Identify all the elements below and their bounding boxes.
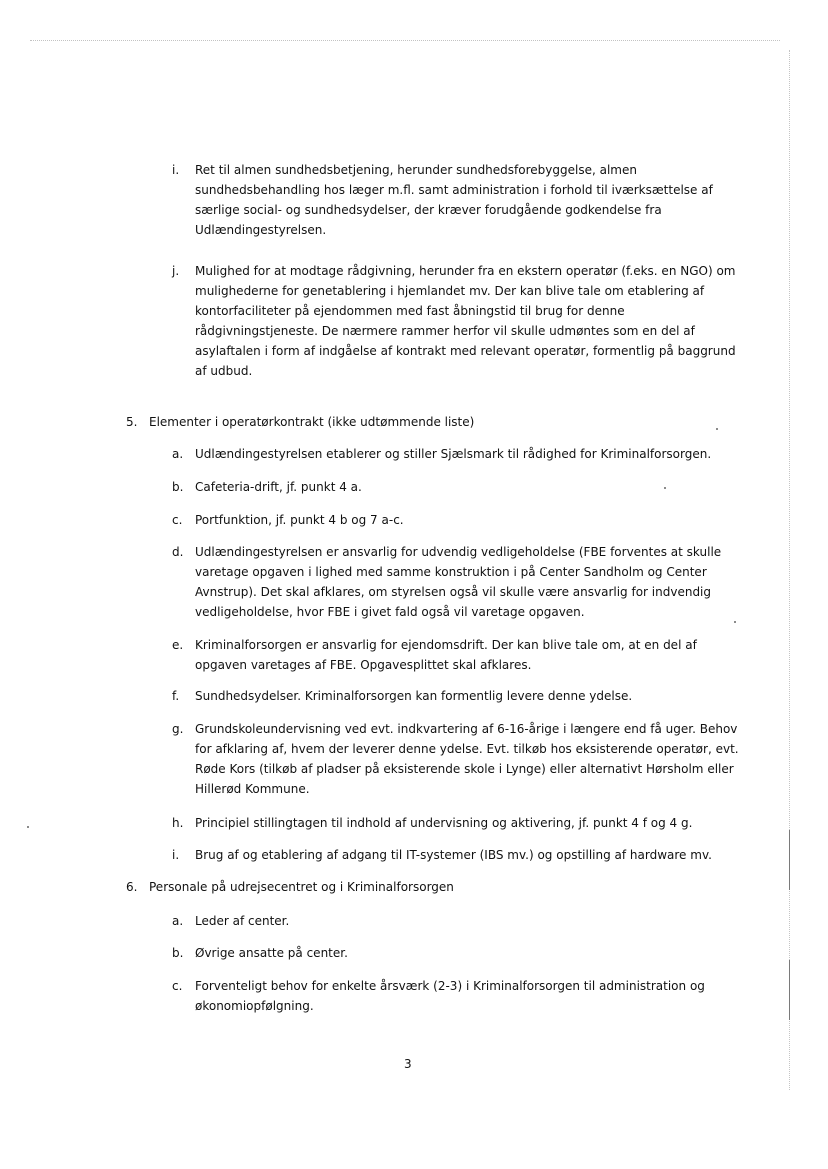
list-marker: b. [172, 946, 184, 960]
list-marker: i. [172, 848, 180, 862]
list-marker: g. [172, 722, 184, 736]
list-marker: e. [172, 638, 184, 652]
item-text-line: Udlændingestyrelsen etablerer og stiller Sjælsmark til rådighed for Kriminalforsorgen. [195, 447, 712, 461]
item-text-line: Forventeligt behov for enkelte årsværk (2-3) i Kriminalforsorgen til administration og [195, 979, 705, 993]
item-text-line: Brug af og etablering af adgang til IT-systemer (IBS mv.) og opstilling af hardware mv. [195, 848, 712, 862]
page-number: 3 [404, 1057, 412, 1071]
item-text-line: Sundhedsydelser. Kriminalforsorgen kan formentlig levere denne ydelse. [195, 689, 633, 703]
item-text-line: Ret til almen sundhedsbetjening, herunder sundhedsforebyggelse, almen [195, 163, 637, 177]
list-marker: a. [172, 447, 184, 461]
scan-artifact-top-edge [30, 40, 780, 51]
item-text-line: opgaven varetages af FBE. Opgavesplittet skal afklares. [195, 658, 532, 672]
item-text-line: varetage opgaven i lighed med samme konstruktion i på Center Sandholm og Center [195, 565, 707, 579]
list-marker: c. [172, 513, 183, 527]
item-text-line: kontorfaciliteter på ejendommen med fast åbningstid til brug for denne [195, 304, 625, 318]
item-text-line: Øvrige ansatte på center. [195, 946, 348, 960]
section-heading-text: Personale på udrejsecentret og i Kriminalforsorgen [149, 880, 454, 894]
list-marker: b. [172, 480, 184, 494]
item-text-line: sundhedsbehandling hos læger m.fl. samt administration i forhold til iværksættelse af [195, 183, 713, 197]
item-text-line: Leder af center. [195, 914, 290, 928]
section-heading-text: Elementer i operatørkontrakt (ikke udtømmende liste) [149, 415, 475, 429]
scan-speck [716, 428, 718, 430]
item-text-line: Hillerød Kommune. [195, 782, 310, 796]
section-number: 5. [126, 415, 138, 429]
item-text-line: Principiel stillingtagen til indhold af undervisning og aktivering, jf. punkt 4 f og 4 g. [195, 816, 693, 830]
item-text-line: økonomiopfølgning. [195, 999, 314, 1013]
item-text-line: mulighederne for genetablering i hjemlandet mv. Der kan blive tale om etablering af [195, 284, 705, 298]
list-marker: j. [172, 264, 180, 278]
scan-artifact-right-line [789, 830, 790, 890]
item-text-line: vedligeholdelse, hvor FBE i givet fald også vil varetage opgaven. [195, 605, 585, 619]
item-text-line: Udlændingestyrelsen. [195, 223, 327, 237]
list-marker: c. [172, 979, 183, 993]
item-text-line: af udbud. [195, 364, 253, 378]
item-text-line: asylaftalen i form af indgåelse af kontrakt med relevant operatør, formentlig på baggrund [195, 344, 736, 358]
item-text-line: Avnstrup). Det skal afklares, om styrelsen også vil skulle være ansvarlig for indvendig [195, 585, 712, 599]
list-marker: a. [172, 914, 184, 928]
item-text-line: Mulighed for at modtage rådgivning, herunder fra en ekstern operatør (f.eks. en NGO) om [195, 264, 736, 278]
list-marker: d. [172, 545, 184, 559]
item-text-line: særlige social- og sundhedsydelser, der kræver forudgående godkendelse fra [195, 203, 662, 217]
scan-speck [664, 487, 666, 489]
item-text-line: Røde Kors (tilkøb af pladser på eksisterende skole i Lynge) eller alternativt Hørsholm eller [195, 762, 734, 776]
item-text-line: Udlændingestyrelsen er ansvarlig for udvendig vedligeholdelse (FBE forventes at skulle [195, 545, 722, 559]
scan-artifact-right-line [789, 960, 790, 1020]
scan-speck [734, 621, 736, 623]
item-text-line: for afklaring af, hvem der leverer denne ydelse. Evt. tilkøb hos eksisterende operatør, evt. [195, 742, 739, 756]
scan-speck [27, 826, 29, 828]
item-text-line: Grundskoleundervisning ved evt. indkvartering af 6-16-årige i længere end få uger. Behov [195, 722, 738, 736]
item-text-line: Kriminalforsorgen er ansvarlig for ejendomsdrift. Der kan blive tale om, at en del af [195, 638, 697, 652]
list-marker: f. [172, 689, 180, 703]
item-text-line: Cafeteria-drift, jf. punkt 4 a. [195, 480, 362, 494]
list-marker: h. [172, 816, 184, 830]
scan-artifact-right-edge [789, 50, 790, 1090]
section-number: 6. [126, 880, 138, 894]
list-marker: i. [172, 163, 180, 177]
item-text-line: Portfunktion, jf. punkt 4 b og 7 a-c. [195, 513, 404, 527]
item-text-line: rådgivningstjeneste. De nærmere rammer herfor vil skulle udmøntes som en del af [195, 324, 695, 338]
